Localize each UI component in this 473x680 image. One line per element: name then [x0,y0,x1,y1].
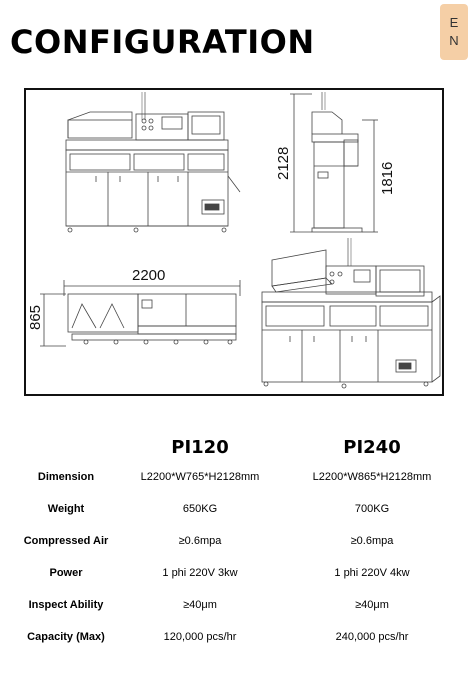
table-row [18,461,458,493]
dim-length: 2200 [132,267,166,284]
model-pi120-heading: PI120 [171,436,229,458]
top-view [40,280,240,346]
table-row [18,621,458,653]
pi240-value: 1 phi 220V 4kw [334,567,410,579]
pi120-value: ≥40μm [183,599,217,611]
table-row [18,493,458,525]
pi120-value: ≥0.6mpa [178,535,222,547]
row-label: Capacity (Max) [27,631,105,643]
specification-table [18,433,458,653]
pi240-value: 700KG [354,503,390,515]
language-letter-2: N [449,33,459,48]
side-view [290,92,378,232]
table-row [18,525,458,557]
row-label: Compressed Air [23,535,109,547]
table-header-row [18,433,458,461]
row-label: Power [49,567,83,579]
pi240-value: ≥0.6mpa [350,535,394,547]
page-title: CONFIGURATION [10,23,315,61]
language-letter-1: E [449,15,459,30]
machine-drawing [24,88,444,396]
pi120-value: L2200*W765*H2128mm [140,471,260,483]
row-label: Weight [47,503,85,515]
model-pi240-heading: PI240 [343,436,401,458]
dim-height-side: 1816 [379,161,396,195]
pi240-value: L2200*W865*H2128mm [312,471,432,483]
pi120-value: 1 phi 220V 3kw [162,567,238,579]
machine-drawing-svg [26,90,444,396]
front-view [66,92,240,232]
header-blank [18,433,114,461]
pi240-value: 240,000 pcs/hr [335,631,409,643]
perspective-view [262,238,440,388]
row-label: Inspect Ability [28,599,104,611]
language-badge[interactable] [440,4,468,60]
dim-height-front: 2128 [275,146,292,180]
pi120-value: 650KG [182,503,218,515]
dim-width: 865 [27,304,44,330]
row-label: Dimension [37,471,95,483]
pi120-value: 120,000 pcs/hr [163,631,237,643]
table-row [18,557,458,589]
table-row [18,589,458,621]
pi240-value: ≥40μm [355,599,389,611]
